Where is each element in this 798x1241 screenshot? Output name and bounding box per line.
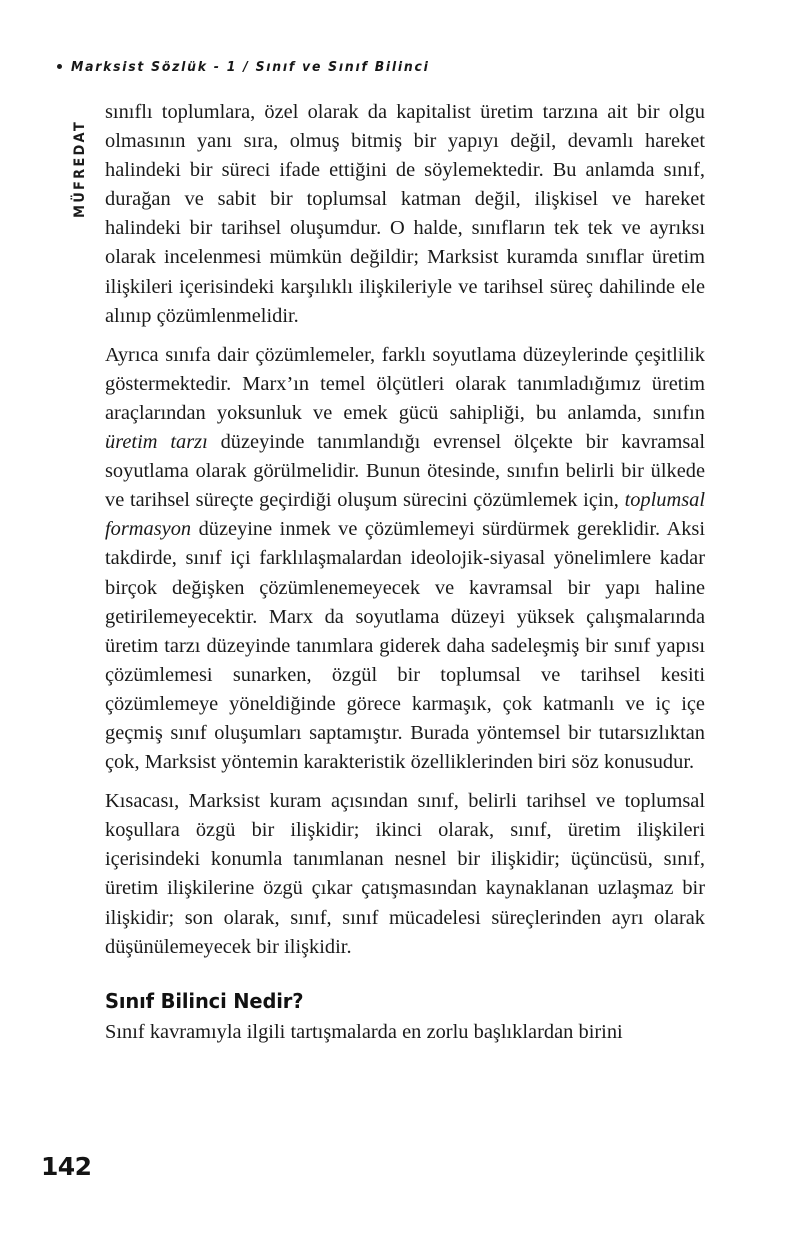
section-tab-label: MÜFREDAT [72, 120, 88, 218]
page-number: 142 [41, 1152, 92, 1181]
body-paragraph: Kısacası, Marksist kuram açısından sınıf, belirli tarihsel ve toplumsal koşullara özgü bir ilişkidir; ikinci olarak, sınıf, üretim ilişkileri içerisindeki konumla tanımlanan nesnel bir ilişkidir; üçüncüsü, sınıf, üretim ilişkilerine özgü çıkar çatışmasından kaynaklanan uzlaşmaz bir ilişkidir; son olarak, sınıf, sınıf mücadelesi süreçlerinden ayrı olarak düşünülemeyecek bir ilişkidir. [105, 790, 705, 958]
bullet-dot-icon [57, 64, 62, 69]
running-head-text: Marksist Sözlük - 1 / Sınıf ve Sınıf Bilinci [71, 59, 430, 75]
body-paragraph: sınıflı toplumlara, özel olarak da kapitalist üretim tarzına ait bir olgu olmasının yanı sıra, olmuş bitmiş bir yapıyı değil, devamlı hareket halindeki bir süreci ifade ettiğini de söylemektedir. Bu anlamda sınıf, durağan ve sabit bir toplumsal katman değil, ilişkisel ve hareket halindeki bir tarihsel oluşumdur. O halde, sınıfların tek tek ve ayrıksı olarak incelenmesi mümkün değildir; Marksist kuramda sınıflar üretim ilişkileri içerisindeki karşılıklı ilişkileriyle ve tarihsel süreç dahilinde ele alınıp çözümlenmelidir. [105, 101, 705, 327]
body-paragraph: Ayrıca sınıfa dair çözümlemeler, farklı soyutlama düzeylerinde çeşitlilik göstermektedir. Marx’ın temel ölçütleri olarak tanımladığımız üretim araçlarından yoksunluk ve emek gücü sahipliği, bu anlamda, sınıfın üretim tarzı düzeyinde tanımlandığı evrensel ölçekte bir kavramsal soyutlama olarak görülmelidir. Bunun ötesinde, sınıfın belirli bir ülkede ve tarihsel süreçte geçirdiği oluşum sürecini çözümlemek için, toplumsal formasyon düzeyine inmek ve çözümlemeyi sürdürmek gereklidir. Aksi takdirde, sınıf içi farklılaşmalardan ideolojik-siyasal yönelimlere kadar birçok değişken çözümlenemeyecek ve kavramsal bir yapı haline getirilemeyecektir. Marx da soyutlama düzeyi yüksek çalışmalarında üretim tarzı düzeyinde tanımlara giderek daha sadeleşmiş bir sınıf yapısı çözümlemesi sunarken, özgül bir toplumsal ve tarihsel kesiti çözümlemeye yöneldiğinde görece karmaşık, çok katmanlı ve iç içe geçmiş sınıf oluşumları saptamıştır. Burada yöntemsel bir tutarsızlıktan çok, Marksist yöntemin karakteristik özelliklerinden biri söz konusudur. [105, 343, 705, 774]
section-tab [64, 88, 88, 218]
text-column [105, 98, 705, 1047]
section-subheading: Sınıf Bilinci Nedir? [105, 988, 304, 1013]
emphasised-term: toplumsal formasyon [105, 489, 705, 541]
emphasised-term: üretim tarzı [105, 431, 208, 454]
body-paragraph: Sınıf kavramıyla ilgili tartışmalarda en zorlu başlıklardan birini [105, 1020, 623, 1043]
running-head [57, 59, 461, 75]
